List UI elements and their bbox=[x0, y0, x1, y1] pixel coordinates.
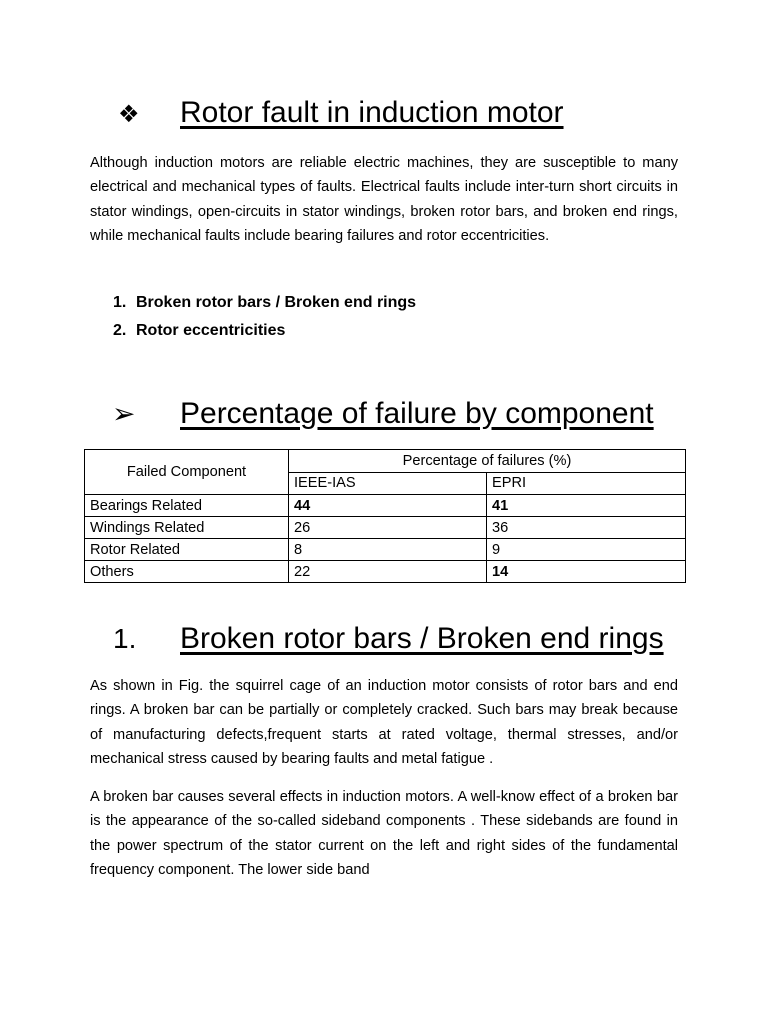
diamond-bullet-icon: ❖ bbox=[118, 101, 140, 128]
table-header-row bbox=[85, 450, 686, 473]
component-cell: Others bbox=[85, 561, 289, 583]
ieee-value-cell: 8 bbox=[289, 539, 487, 561]
epri-value-cell: 14 bbox=[487, 561, 686, 583]
failed-component-header: Failed Component bbox=[85, 450, 289, 495]
ieee-value-cell: 44 bbox=[289, 495, 487, 517]
epri-header: EPRI bbox=[487, 472, 686, 495]
table-row bbox=[85, 539, 686, 561]
section-number: 1. bbox=[113, 623, 137, 654]
ieee-ias-header: IEEE-IAS bbox=[289, 472, 487, 495]
percentage-failures-header: Percentage of failures (%) bbox=[289, 450, 686, 473]
broken-bar-effect-paragraph: A broken bar causes several effects in induction motors. A well-know effect of a broken bar is the appearance of the so-called sideband components . These sidebands are found in the power spectrum of the stator current on the left and right sides of the fundamental frequency component. The lower side band bbox=[90, 789, 678, 879]
list-item bbox=[113, 317, 416, 345]
component-cell: Rotor Related bbox=[85, 539, 289, 561]
epri-value-cell: 36 bbox=[487, 517, 686, 539]
epri-value-cell: 9 bbox=[487, 539, 686, 561]
ieee-value-cell: 22 bbox=[289, 561, 487, 583]
section-heading-failure-percentage bbox=[90, 396, 654, 432]
failure-percentage-table bbox=[84, 449, 686, 583]
list-item-number: 2. bbox=[113, 322, 127, 339]
table-row bbox=[85, 495, 686, 517]
table-row bbox=[85, 561, 686, 583]
ieee-value-cell: 26 bbox=[289, 517, 487, 539]
component-cell: Windings Related bbox=[85, 517, 289, 539]
list-item-text: Rotor eccentricities bbox=[136, 322, 286, 339]
heading-title: Broken rotor bars / Broken end rings bbox=[180, 622, 664, 655]
list-item-text: Broken rotor bars / Broken end rings bbox=[136, 294, 417, 311]
list-item bbox=[113, 289, 416, 317]
section-heading-broken-rotor-bars bbox=[90, 621, 664, 657]
heading-title: Percentage of failure by component bbox=[180, 397, 654, 430]
section-heading-rotor-fault bbox=[90, 95, 564, 133]
component-cell: Bearings Related bbox=[85, 495, 289, 517]
intro-paragraph: Although induction motors are reliable electric machines, they are susceptible to many electrical and mechanical types of faults. Electrical faults include inter-turn short circuits in stator windings, open-circuits in stator windings, broken rotor bars, and broken end rings, while mechanical faults include bearing failures and rotor eccentricities. bbox=[90, 155, 678, 245]
arrow-bullet-icon: ➢ bbox=[112, 398, 136, 429]
list-item-number: 1. bbox=[113, 294, 127, 311]
fault-type-list bbox=[113, 289, 416, 345]
heading-title: Rotor fault in induction motor bbox=[180, 96, 564, 129]
table-row bbox=[85, 517, 686, 539]
broken-bar-cause-paragraph: As shown in Fig. the squirrel cage of an induction motor consists of rotor bars and end rings. A broken bar can be partially or completely cracked. Such bars may break because of manufacturing defects,frequent starts at rated voltage, thermal stresses, and/or mechanical stress caused by bearing faults and metal fatigue . bbox=[90, 678, 678, 768]
epri-value-cell: 41 bbox=[487, 495, 686, 517]
